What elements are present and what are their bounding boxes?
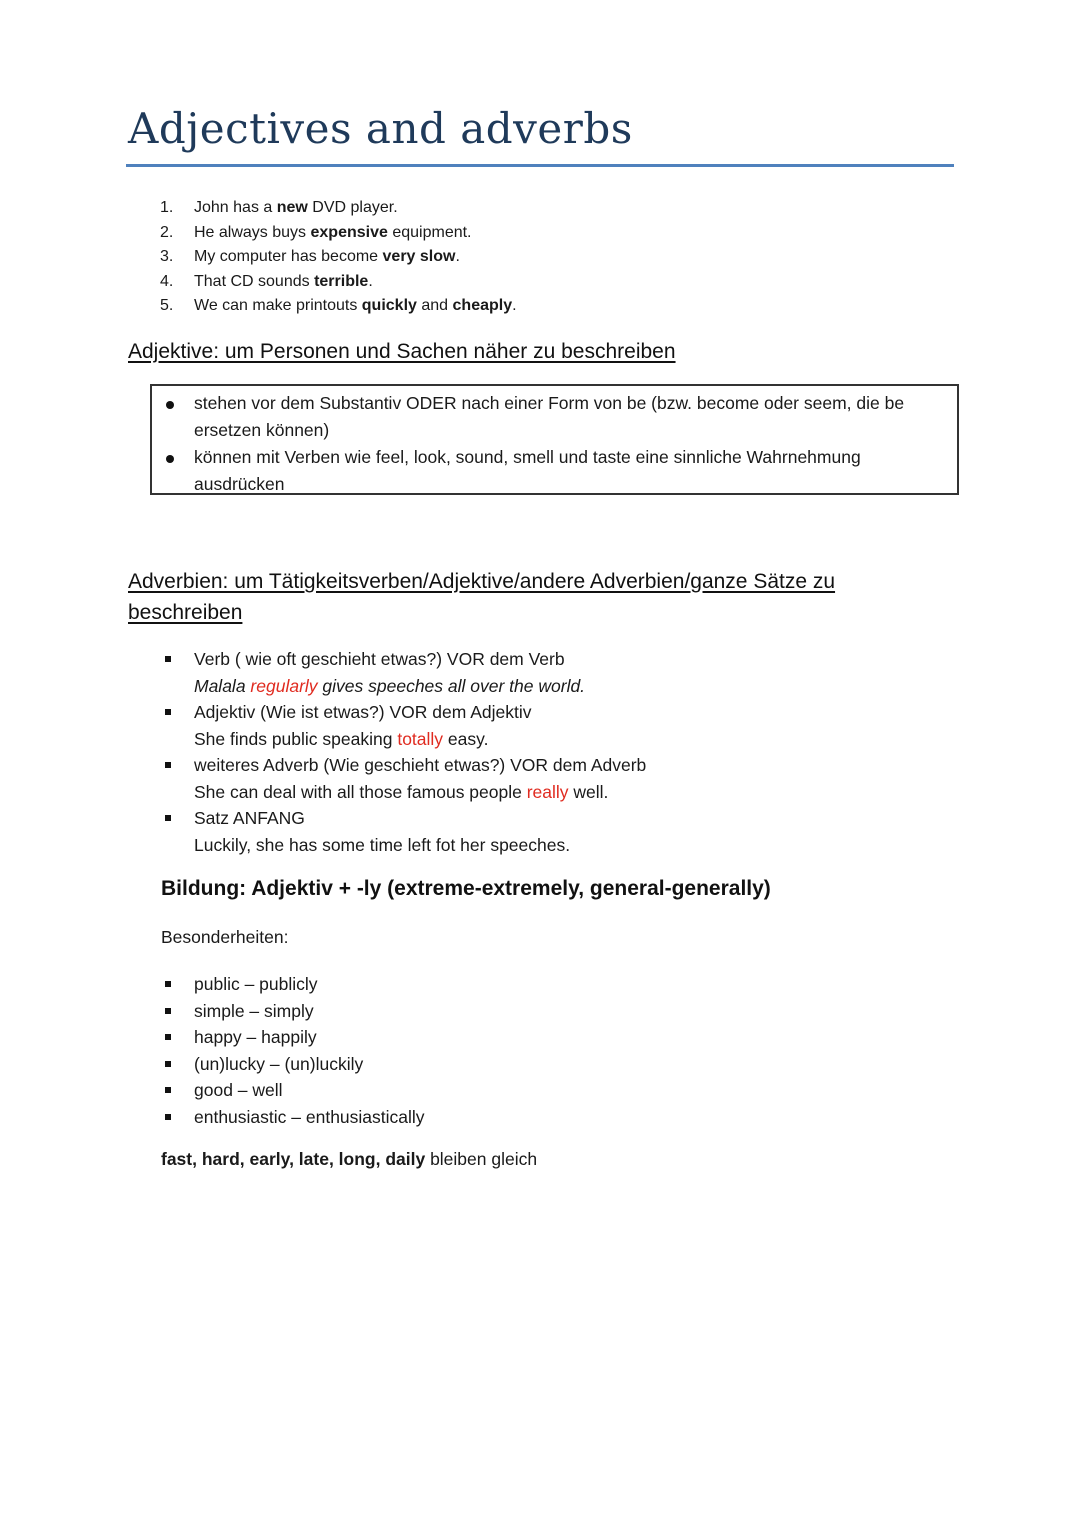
bullet-square-icon bbox=[165, 1034, 171, 1040]
unchanged-adverbs: fast, hard, early, late, long, daily bbox=[161, 1149, 426, 1169]
list-item bbox=[160, 221, 517, 246]
item-number: 3. bbox=[160, 248, 174, 265]
highlight-word: terrible bbox=[314, 272, 369, 290]
list-item bbox=[160, 270, 517, 295]
item-number: 1. bbox=[160, 199, 174, 216]
adverb-highlight: really bbox=[526, 781, 569, 802]
rule-text: Verb ( wie oft geschieht etwas?) VOR dem Verb bbox=[194, 649, 565, 669]
sentence: My computer has become very slow. bbox=[194, 248, 460, 265]
adverbien-heading: Adverbien: um Tätigkeitsverben/Adjektive/andere Adverbien/ganze Sätze zu beschreiben bbox=[128, 570, 836, 624]
bullet-square-icon bbox=[165, 981, 171, 987]
list-item bbox=[160, 245, 517, 270]
list-item bbox=[160, 752, 646, 805]
item-number: 5. bbox=[160, 297, 174, 314]
list-item bbox=[160, 699, 646, 752]
bullet-dot-icon bbox=[166, 401, 174, 409]
list-item bbox=[160, 294, 517, 319]
bullet-square-icon bbox=[165, 656, 171, 662]
highlight-word: quickly bbox=[361, 297, 417, 314]
list-item: happy – happily bbox=[160, 1024, 425, 1051]
sentence: He always buys expensive equipment. bbox=[194, 223, 472, 241]
bullet-square-icon bbox=[165, 762, 171, 768]
rule-text: weiteres Adverb (Wie geschieht etwas?) VOR dem Adverb bbox=[194, 755, 647, 775]
besonderheiten-label: Besonderheiten: bbox=[161, 927, 289, 947]
besonderheiten-list bbox=[160, 971, 425, 1130]
list-item: enthusiastic – enthusiastically bbox=[160, 1104, 425, 1131]
adjektive-heading: Adjektive: um Personen und Sachen näher zu beschreiben bbox=[128, 340, 676, 363]
bullet-square-icon bbox=[165, 1008, 171, 1014]
title-underline-rule bbox=[126, 164, 954, 167]
item-number: 4. bbox=[160, 272, 174, 290]
example-sentence: She finds public speaking totally easy. bbox=[194, 728, 489, 749]
list-item bbox=[160, 646, 646, 699]
rule-text: Adjektiv (Wie ist etwas?) VOR dem Adjektiv bbox=[194, 702, 532, 722]
adverb-rules-list bbox=[160, 646, 646, 858]
highlight-word: expensive bbox=[310, 223, 388, 241]
bullet-square-icon bbox=[165, 1114, 171, 1120]
list-item: simple – simply bbox=[160, 998, 425, 1025]
bullet-square-icon bbox=[165, 1061, 171, 1067]
adverb-highlight: regularly bbox=[250, 675, 318, 696]
adverb-highlight: totally bbox=[397, 728, 444, 749]
example-sentence: She can deal with all those famous people really well. bbox=[194, 781, 609, 802]
example-sentence: Malala regularly gives speeches all over the world. bbox=[194, 675, 586, 696]
example-sentence-list bbox=[160, 196, 517, 319]
bullet-square-icon bbox=[165, 815, 171, 821]
bullet-square-icon bbox=[165, 709, 171, 715]
example-sentence: Luckily, she has some time left fot her speeches. bbox=[194, 834, 571, 855]
list-item: public – publicly bbox=[160, 971, 425, 998]
bullet-square-icon bbox=[165, 1087, 171, 1093]
sentence: We can make printouts quickly and cheaply. bbox=[194, 297, 517, 314]
unchanged-adverbs-note: fast, hard, early, late, long, daily bleiben gleich bbox=[161, 1149, 538, 1169]
list-item: (un)lucky – (un)luckily bbox=[160, 1051, 425, 1078]
list-item: stehen vor dem Substantiv ODER nach einer Form von be (bzw. become oder seem, die be ersetzen können) bbox=[152, 390, 957, 444]
list-item bbox=[160, 196, 517, 221]
rule-text: Satz ANFANG bbox=[194, 808, 305, 828]
highlight-word: cheaply bbox=[452, 297, 513, 314]
list-item bbox=[160, 805, 646, 858]
highlight-word: new bbox=[276, 199, 308, 216]
list-item: können mit Verben wie feel, look, sound, smell und taste eine sinnliche Wahrnehmung ausdrücken bbox=[152, 444, 957, 498]
page-title: Adjectives and adverbs bbox=[128, 104, 633, 153]
sentence: John has a new DVD player. bbox=[194, 199, 398, 216]
item-number: 2. bbox=[160, 223, 174, 241]
highlight-word: very slow bbox=[382, 248, 456, 265]
list-item: good – well bbox=[160, 1077, 425, 1104]
adjektive-rules-box bbox=[150, 384, 959, 495]
bullet-dot-icon bbox=[166, 455, 174, 463]
sentence: That CD sounds terrible. bbox=[194, 272, 373, 290]
bildung-heading: Bildung: Adjektiv + -ly (extreme-extremely, general-generally) bbox=[161, 877, 771, 900]
